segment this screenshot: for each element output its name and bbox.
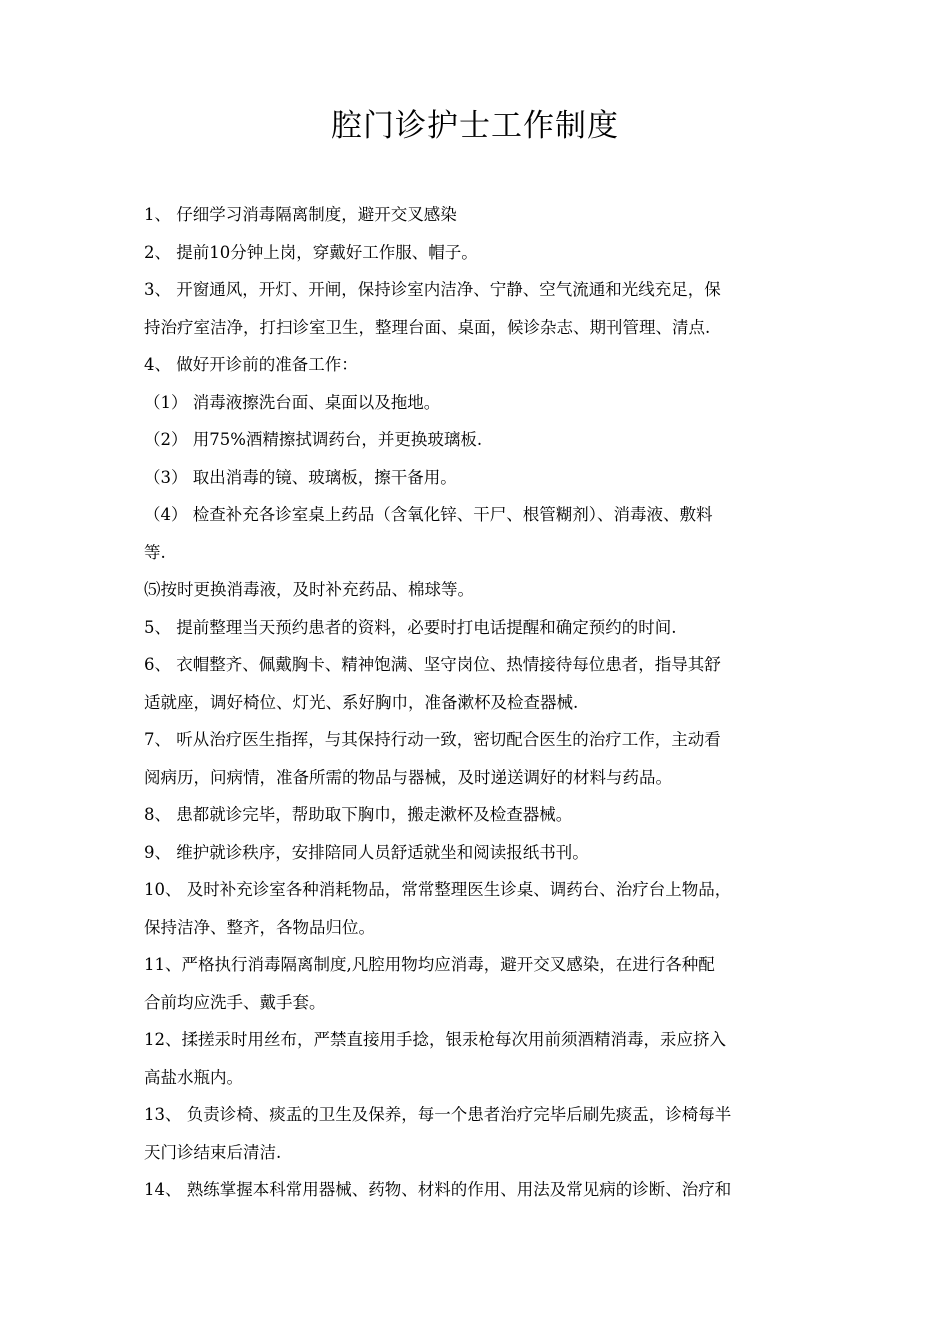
text-line: （3） 取出消毒的镜、玻璃板，擦干备用。: [144, 467, 457, 487]
text-line: 11、严格执行消毒隔离制度,凡腔用物均应消毒，避开交叉感染，在进行各种配: [144, 955, 715, 974]
text-line: 9、 维护就诊秩序，安排陪同人员舒适就坐和阅读报纸书刊。: [144, 842, 589, 862]
text-line: 12、揉搓汞时用丝布，严禁直接用手捻，银汞枪每次用前须酒精消毒，汞应挤入: [144, 1030, 726, 1049]
text-line: 13、 负责诊椅、痰盂的卫生及保养，每一个患者治疗完毕后刷先痰盂，诊椅每半: [144, 1105, 732, 1124]
text-line: 4、 做好开诊前的准备工作：: [144, 355, 358, 374]
text-line: 5、 提前整理当天预约患者的资料，必要时打电话提醒和确定预约的时间.: [144, 617, 677, 637]
text-line: 天门诊结束后清洁.: [144, 1142, 282, 1162]
text-line: 10、 及时补充诊室各种消耗物品，常常整理医生诊桌、调药台、治疗台上物品，: [144, 880, 732, 899]
text-line: 阅病历，问病情，准备所需的物品与器械，及时递送调好的材料与药品。: [144, 767, 672, 787]
text-line: 保持洁净、整齐，各物品归位。: [144, 917, 375, 937]
text-line: 7、 听从治疗医生指挥，与其保持行动一致，密切配合医生的治疗工作，主动看: [144, 730, 721, 749]
text-line: 适就座，调好椅位、灯光、系好胸巾，准备漱杯及检查器械.: [144, 692, 579, 712]
text-line: 1、 仔细学习消毒隔离制度，避开交叉感染: [144, 205, 457, 224]
text-line: 3、 开窗通风，开灯、开闸，保持诊室内洁净、宁静、空气流通和光线充足，保: [144, 280, 721, 299]
text-line: （2） 用75%酒精擦拭调药台，并更换玻璃板.: [144, 430, 483, 449]
document-title: 腔门诊护士工作制度: [331, 108, 619, 144]
text-line: 合前均应洗手、戴手套。: [144, 992, 326, 1012]
text-line: 2、 提前10分钟上岗，穿戴好工作服、帽子。: [144, 242, 478, 262]
text-line: 14、 熟练掌握本科常用器械、药物、材料的作用、用法及常见病的诊断、治疗和: [144, 1180, 732, 1199]
text-line: 8、 患都就诊完毕，帮助取下胸巾，搬走漱杯及检查器械。: [144, 805, 573, 824]
document-body: [144, 196, 824, 1209]
text-line: （4） 检查补充各诊室桌上药品（含氧化锌、干尸、根管糊剂）、消毒液、敷料: [144, 505, 713, 524]
text-line: 高盐水瓶内。: [144, 1067, 243, 1087]
text-line: 持治疗室洁净，打扫诊室卫生，整理台面、桌面，候诊杂志、期刊管理、清点.: [144, 317, 711, 337]
text-line: 等.: [144, 542, 166, 562]
text-line: 6、 衣帽整齐、佩戴胸卡、精神饱满、坚守岗位、热情接待每位患者，指导其舒: [144, 655, 721, 674]
text-line: ⑸按时更换消毒液，及时补充药品、棉球等。: [144, 580, 474, 599]
text-line: （1） 消毒液擦洗台面、桌面以及拖地。: [144, 392, 441, 412]
